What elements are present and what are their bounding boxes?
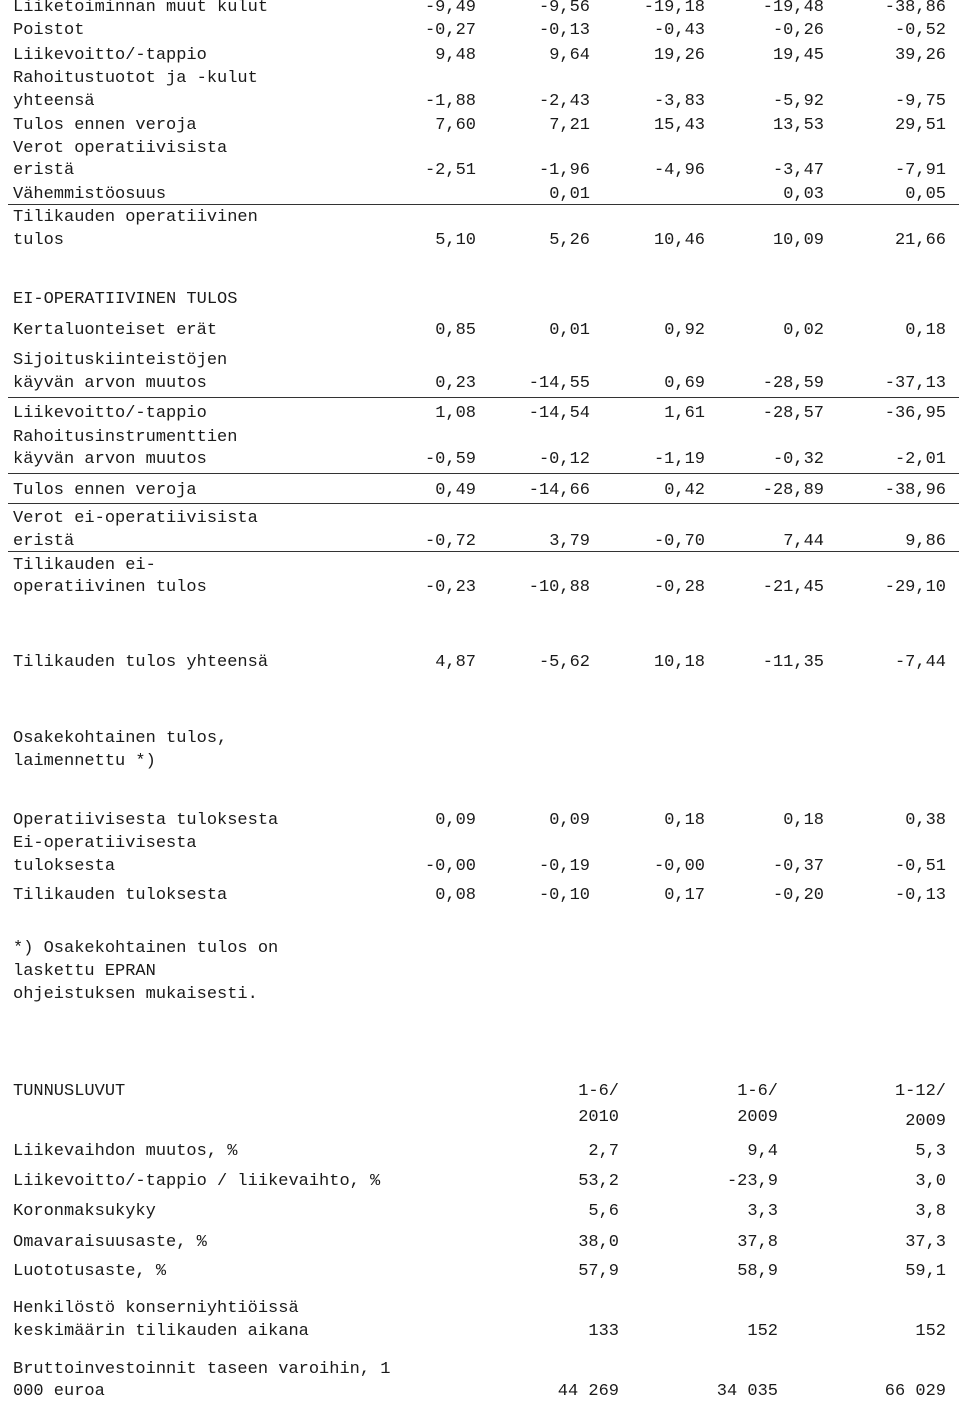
cell-value: 0,05 [905, 185, 946, 204]
section-heading: Osakekohtainen tulos, [13, 729, 228, 748]
footnote-line: *) Osakekohtainen tulos on [13, 939, 279, 958]
row-label: Rahoitustuotot ja -kulut [13, 69, 258, 88]
cell-value: 0,49 [435, 481, 476, 500]
cell-value: -0,23 [424, 578, 476, 597]
cell-value: 59,1 [905, 1262, 946, 1281]
cell-value: -14,66 [528, 481, 590, 500]
row-label: Verot operatiivisista [13, 139, 228, 158]
cell-value: -1,19 [653, 450, 705, 469]
cell-value: 0,69 [664, 374, 705, 393]
cell-value: 7,60 [435, 116, 476, 135]
cell-value: -23,9 [726, 1172, 778, 1191]
cell-value: 9,48 [435, 46, 476, 65]
cell-value: -0,72 [424, 532, 476, 551]
cell-value: -9,49 [424, 0, 476, 17]
cell-value: -9,56 [538, 0, 590, 17]
row-label: yhteensä [13, 92, 95, 111]
cell-value: 0,17 [664, 886, 705, 905]
cell-value: -5,92 [772, 92, 824, 111]
row-label: eristä [13, 532, 75, 551]
cell-value: -0,13 [894, 886, 946, 905]
cell-value: 38,0 [578, 1233, 619, 1252]
column-header: 1-12/ [894, 1082, 946, 1101]
row-label: Kertaluonteiset erät [13, 321, 218, 340]
row-label: 000 euroa [13, 1382, 105, 1401]
cell-value: -0,19 [538, 857, 590, 876]
cell-value: -1,88 [424, 92, 476, 111]
row-divider [8, 503, 959, 504]
cell-value: 152 [915, 1322, 946, 1341]
cell-value: -3,83 [653, 92, 705, 111]
section-heading: laimennettu *) [13, 752, 156, 771]
cell-value: 5,10 [435, 231, 476, 250]
cell-value: 44 269 [557, 1382, 619, 1401]
row-label: Henkilöstö konserniyhtiöissä [13, 1299, 299, 1318]
cell-value: -9,75 [894, 92, 946, 111]
row-label: keskimäärin tilikauden aikana [13, 1322, 309, 1341]
column-header: 1-6/ [578, 1082, 619, 1101]
cell-value: 57,9 [578, 1262, 619, 1281]
column-header: 1-6/ [737, 1082, 778, 1101]
row-label: Liikevoitto/-tappio [13, 46, 207, 65]
cell-value: 152 [747, 1322, 778, 1341]
cell-value: -0,51 [894, 857, 946, 876]
cell-value: -28,89 [762, 481, 824, 500]
cell-value: 19,45 [772, 46, 824, 65]
cell-value: -0,12 [538, 450, 590, 469]
cell-value: -28,59 [762, 374, 824, 393]
row-label: Liikevaihdon muutos, % [13, 1142, 238, 1161]
cell-value: 0,18 [783, 811, 824, 830]
row-label: käyvän arvon muutos [13, 450, 207, 469]
cell-value: -0,32 [772, 450, 824, 469]
cell-value: 0,18 [664, 811, 705, 830]
cell-value: 9,64 [549, 46, 590, 65]
cell-value: 0,92 [664, 321, 705, 340]
row-label: Verot ei-operatiivisista [13, 509, 258, 528]
cell-value: 10,09 [772, 231, 824, 250]
cell-value: -21,45 [762, 578, 824, 597]
cell-value: -14,55 [528, 374, 590, 393]
cell-value: 5,26 [549, 231, 590, 250]
cell-value: -29,10 [884, 578, 946, 597]
row-label: Tilikauden tuloksesta [13, 886, 228, 905]
cell-value: 0,01 [549, 185, 590, 204]
cell-value: -7,91 [894, 161, 946, 180]
cell-value: -0,52 [894, 21, 946, 40]
cell-value: -38,96 [884, 481, 946, 500]
row-label: Omavaraisuusaste, % [13, 1233, 207, 1252]
row-label: Liikevoitto/-tappio / liikevaihto, % [13, 1172, 381, 1191]
cell-value: -0,28 [653, 578, 705, 597]
cell-value: -28,57 [762, 404, 824, 423]
cell-value: -1,96 [538, 161, 590, 180]
row-label: käyvän arvon muutos [13, 374, 207, 393]
cell-value: -37,13 [884, 374, 946, 393]
cell-value: 0,01 [549, 321, 590, 340]
row-label: Bruttoinvestoinnit taseen varoihin, 1 [13, 1360, 391, 1379]
cell-value: -2,01 [894, 450, 946, 469]
row-label: Liikevoitto/-tappio [13, 404, 207, 423]
cell-value: -38,86 [884, 0, 946, 17]
cell-value: 37,8 [737, 1233, 778, 1252]
column-header: 2010 [578, 1108, 619, 1127]
cell-value: -0,20 [772, 886, 824, 905]
cell-value: 0,02 [783, 321, 824, 340]
section-heading: TUNNUSLUVUT [13, 1082, 126, 1101]
cell-value: 133 [588, 1322, 619, 1341]
row-label: Tilikauden operatiivinen [13, 208, 258, 227]
section-heading: EI-OPERATIIVINEN TULOS [13, 290, 238, 309]
cell-value: 3,79 [549, 532, 590, 551]
cell-value: 21,66 [894, 231, 946, 250]
row-divider [8, 397, 959, 398]
cell-value: 0,42 [664, 481, 705, 500]
column-header: 2009 [905, 1112, 946, 1131]
cell-value: 66 029 [884, 1382, 946, 1401]
cell-value: 0,09 [435, 811, 476, 830]
cell-value: 1,08 [435, 404, 476, 423]
cell-value: 1,61 [664, 404, 705, 423]
cell-value: -0,43 [653, 21, 705, 40]
cell-value: 5,3 [915, 1142, 946, 1161]
cell-value: -19,48 [762, 0, 824, 17]
row-label: Tilikauden ei- [13, 556, 156, 575]
row-label: Operatiivisesta tuloksesta [13, 811, 279, 830]
cell-value: 0,09 [549, 811, 590, 830]
cell-value: 3,0 [915, 1172, 946, 1191]
cell-value: -0,13 [538, 21, 590, 40]
cell-value: 37,3 [905, 1233, 946, 1252]
column-header: 2009 [737, 1108, 778, 1127]
row-label: Tulos ennen veroja [13, 481, 197, 500]
cell-value: -0,10 [538, 886, 590, 905]
cell-value: 0,85 [435, 321, 476, 340]
cell-value: -14,54 [528, 404, 590, 423]
row-label: tuloksesta [13, 857, 116, 876]
cell-value: 0,38 [905, 811, 946, 830]
row-label: tulos [13, 231, 65, 250]
footnote-line: laskettu EPRAN [13, 962, 156, 981]
cell-value: 7,44 [783, 532, 824, 551]
cell-value: 3,8 [915, 1202, 946, 1221]
cell-value: 0,03 [783, 185, 824, 204]
row-label: eristä [13, 161, 75, 180]
cell-value: -0,37 [772, 857, 824, 876]
row-divider [8, 204, 959, 205]
cell-value: -7,44 [894, 653, 946, 672]
cell-value: 9,4 [747, 1142, 778, 1161]
row-label: Tilikauden tulos yhteensä [13, 653, 269, 672]
cell-value: 19,26 [653, 46, 705, 65]
cell-value: -0,00 [653, 857, 705, 876]
row-label: Koronmaksukyky [13, 1202, 156, 1221]
row-label: Rahoitusinstrumenttien [13, 428, 238, 447]
row-divider [8, 473, 959, 474]
cell-value: -2,51 [424, 161, 476, 180]
cell-value: 10,18 [653, 653, 705, 672]
cell-value: 34 035 [716, 1382, 778, 1401]
cell-value: -3,47 [772, 161, 824, 180]
cell-value: 0,08 [435, 886, 476, 905]
cell-value: 0,23 [435, 374, 476, 393]
cell-value: 58,9 [737, 1262, 778, 1281]
row-label: Vähemmistöosuus [13, 185, 167, 204]
cell-value: 2,7 [588, 1142, 619, 1161]
cell-value: 15,43 [653, 116, 705, 135]
cell-value: 5,6 [588, 1202, 619, 1221]
row-label: Tulos ennen veroja [13, 116, 197, 135]
cell-value: -0,26 [772, 21, 824, 40]
row-label: Ei-operatiivisesta [13, 834, 197, 853]
cell-value: -5,62 [538, 653, 590, 672]
row-label: Luototusaste, % [13, 1262, 167, 1281]
cell-value: -0,00 [424, 857, 476, 876]
footnote-line: ohjeistuksen mukaisesti. [13, 985, 258, 1004]
row-label: operatiivinen tulos [13, 578, 207, 597]
cell-value: -19,18 [643, 0, 705, 17]
row-label: Liiketoiminnan muut kulut [13, 0, 269, 17]
cell-value: 53,2 [578, 1172, 619, 1191]
cell-value: -0,70 [653, 532, 705, 551]
cell-value: -4,96 [653, 161, 705, 180]
cell-value: -0,27 [424, 21, 476, 40]
cell-value: 7,21 [549, 116, 590, 135]
row-divider [8, 551, 959, 552]
cell-value: -0,59 [424, 450, 476, 469]
cell-value: 29,51 [894, 116, 946, 135]
cell-value: 9,86 [905, 532, 946, 551]
row-label: Sijoituskiinteistöjen [13, 351, 228, 370]
row-label: Poistot [13, 21, 85, 40]
cell-value: 39,26 [894, 46, 946, 65]
cell-value: 3,3 [747, 1202, 778, 1221]
cell-value: -2,43 [538, 92, 590, 111]
cell-value: 0,18 [905, 321, 946, 340]
cell-value: -10,88 [528, 578, 590, 597]
cell-value: 10,46 [653, 231, 705, 250]
cell-value: -11,35 [762, 653, 824, 672]
cell-value: -36,95 [884, 404, 946, 423]
cell-value: 4,87 [435, 653, 476, 672]
cell-value: 13,53 [772, 116, 824, 135]
